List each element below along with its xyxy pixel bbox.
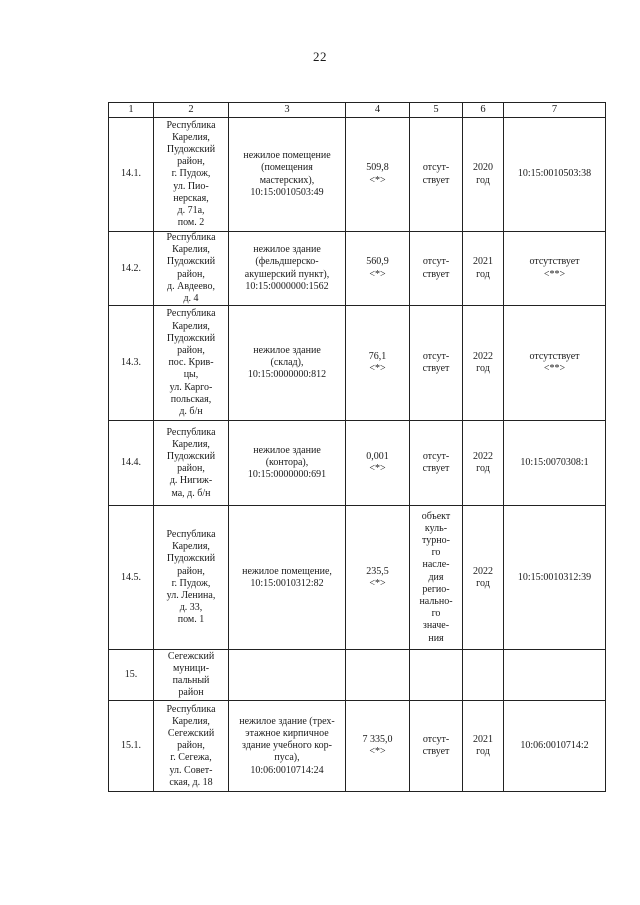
column-header: 1 [109, 103, 154, 118]
cell-year: 2022 год [463, 421, 504, 506]
cell-object: нежилое помещение, 10:15:0010312:82 [229, 506, 346, 650]
cell-encumbrance: отсут- ствует [410, 118, 463, 232]
cell-object [229, 650, 346, 701]
cell-area: 509,8 <*> [346, 118, 410, 232]
cell-year: 2021 год [463, 232, 504, 306]
cell-cadastral [504, 650, 606, 701]
cell-encumbrance: отсут- ствует [410, 701, 463, 792]
cell-encumbrance: отсут- ствует [410, 232, 463, 306]
cell-location: Республика Карелия, Пудожский район, д. Авдеево, д. 4 [154, 232, 229, 306]
property-table [108, 102, 606, 792]
cell-cadastral: 10:15:0070308:1 [504, 421, 606, 506]
table-header-row [109, 103, 606, 118]
cell-area: 0,001 <*> [346, 421, 410, 506]
cell-encumbrance: объект куль- турно- го насле- дия регио- нально- го значе- ния [410, 506, 463, 650]
table-row [109, 650, 606, 701]
cell-year: 2021 год [463, 701, 504, 792]
cell-object: нежилое здание (фельдшерско- акушерский пункт), 10:15:0000000:1562 [229, 232, 346, 306]
cell-cadastral: отсутствует <**> [504, 306, 606, 421]
cell-number: 14.3. [109, 306, 154, 421]
cell-location: Республика Карелия, Сегежский район, г. Сегежа, ул. Совет- ская, д. 18 [154, 701, 229, 792]
cell-location: Республика Карелия, Пудожский район, пос. Крив- цы, ул. Карго- польская, д. б/н [154, 306, 229, 421]
table-row [109, 306, 606, 421]
column-header: 6 [463, 103, 504, 118]
cell-object: нежилое здание (контора), 10:15:0000000:691 [229, 421, 346, 506]
cell-encumbrance: отсут- ствует [410, 421, 463, 506]
cell-area: 560,9 <*> [346, 232, 410, 306]
cell-location: Республика Карелия, Пудожский район, г. Пудож, ул. Пио- нерская, д. 71а, пом. 2 [154, 118, 229, 232]
cell-area [346, 650, 410, 701]
cell-year: 2022 год [463, 306, 504, 421]
cell-number: 14.4. [109, 421, 154, 506]
column-header: 3 [229, 103, 346, 118]
cell-year: 2020 год [463, 118, 504, 232]
table-row [109, 421, 606, 506]
cell-cadastral: 10:15:0010503:38 [504, 118, 606, 232]
page-number: 22 [313, 49, 327, 64]
table-row [109, 118, 606, 232]
cell-object: нежилое здание (трех- этажное кирпичное здание учебного кор- пуса), 10:06:0010714:24 [229, 701, 346, 792]
cell-encumbrance [410, 650, 463, 701]
cell-location: Сегежский муници- пальный район [154, 650, 229, 701]
cell-year [463, 650, 504, 701]
cell-location: Республика Карелия, Пудожский район, г. Пудож, ул. Ленина, д. 33, пом. 1 [154, 506, 229, 650]
column-header: 5 [410, 103, 463, 118]
column-header: 4 [346, 103, 410, 118]
cell-number: 14.5. [109, 506, 154, 650]
cell-area: 76,1 <*> [346, 306, 410, 421]
column-header: 2 [154, 103, 229, 118]
cell-area: 235,5 <*> [346, 506, 410, 650]
cell-year: 2022 год [463, 506, 504, 650]
cell-location: Республика Карелия, Пудожский район, д. Нигиж- ма, д. б/н [154, 421, 229, 506]
table-row [109, 701, 606, 792]
cell-cadastral: 10:06:0010714:2 [504, 701, 606, 792]
cell-encumbrance: отсут- ствует [410, 306, 463, 421]
cell-number: 15. [109, 650, 154, 701]
cell-cadastral: 10:15:0010312:39 [504, 506, 606, 650]
cell-cadastral: отсутствует <**> [504, 232, 606, 306]
column-header: 7 [504, 103, 606, 118]
cell-number: 14.2. [109, 232, 154, 306]
table-row [109, 232, 606, 306]
cell-number: 15.1. [109, 701, 154, 792]
cell-area: 7 335,0 <*> [346, 701, 410, 792]
cell-object: нежилое здание (склад), 10:15:0000000:812 [229, 306, 346, 421]
cell-object: нежилое помещение (помещения мастерских), 10:15:0010503:49 [229, 118, 346, 232]
cell-number: 14.1. [109, 118, 154, 232]
table-row [109, 506, 606, 650]
